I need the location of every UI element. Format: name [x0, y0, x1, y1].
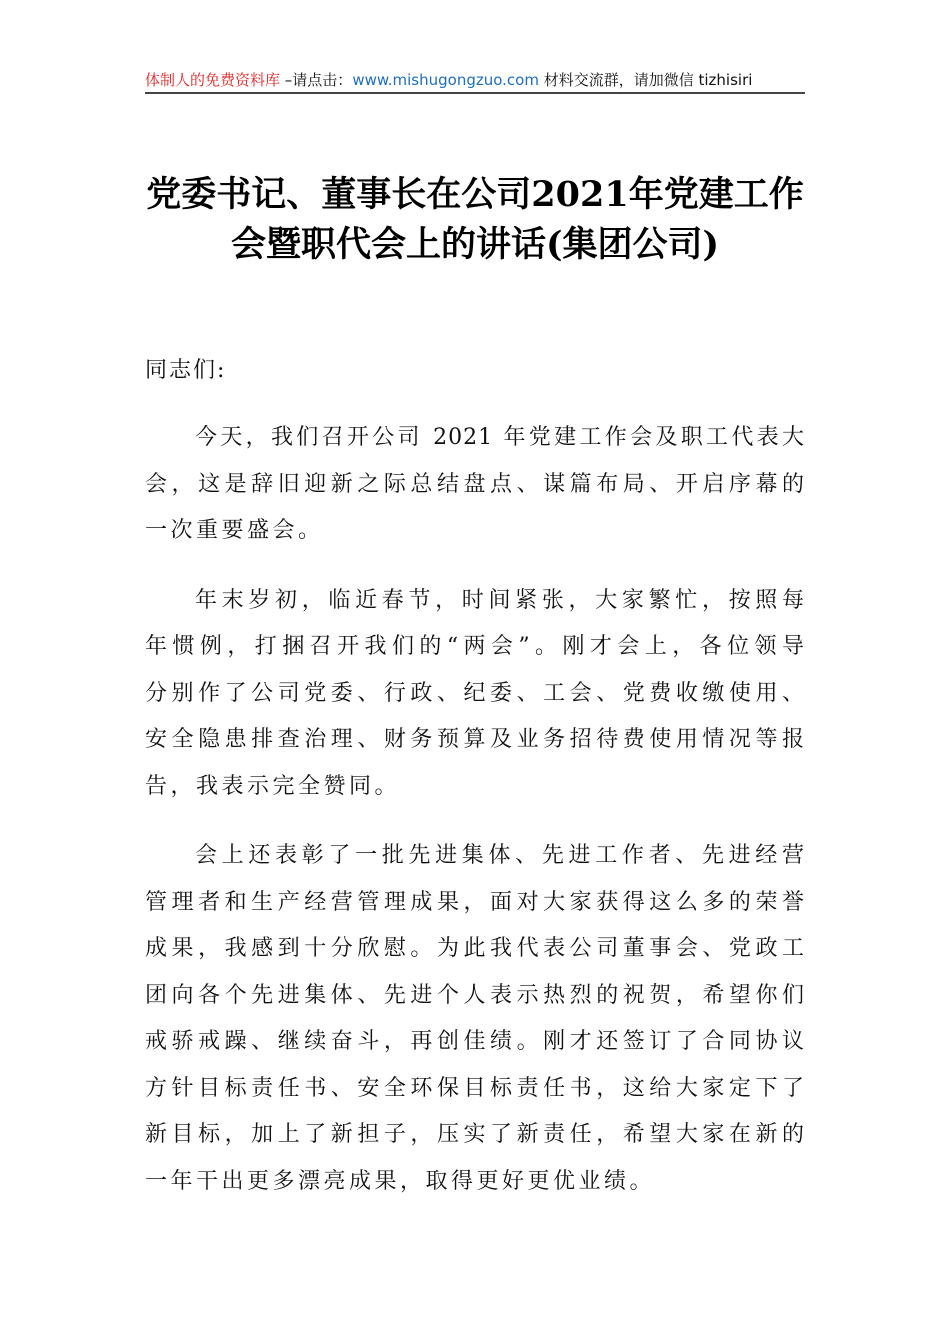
document-body	[145, 415, 805, 1228]
paragraph-line: 年惯例，打捆召开我们的“两会”。刚才会上，各位领导	[145, 634, 805, 659]
paragraph	[145, 578, 805, 811]
paragraph-line: 告，我表示完全赞同。	[145, 773, 401, 799]
paragraph	[145, 415, 805, 555]
paragraph-line: 一次重要盛会。	[145, 518, 324, 543]
paragraph-line: 成果，我感到十分欣慰。为此我代表公司董事会、党政工	[145, 936, 805, 961]
paragraph-line: 会上还表彰了一批先进集体、先进工作者、先进经营	[195, 843, 805, 868]
header-contact: 材料交流群，请加微信 tizhisiri	[543, 71, 753, 89]
paragraph	[145, 833, 805, 1205]
paragraph-line: 会，这是辞旧迎新之际总结盘点、谋篇布局、开启序幕的	[145, 471, 805, 497]
greeting: 同志们:	[145, 358, 227, 383]
header-url-link[interactable]: www.mishugongzuo.com	[352, 71, 539, 89]
header-brand: 体制人的免费资料库	[145, 71, 281, 89]
paragraph-line: 分别作了公司党委、行政、纪委、工会、党费收缴使用、	[145, 680, 805, 706]
page-header	[145, 68, 805, 94]
header-prompt: –请点击：	[284, 71, 353, 89]
paragraph-line: 年末岁初，临近春节，时间紧张，大家繁忙，按照每	[195, 587, 805, 613]
title-line-2: 会暨职代会上的讲话(集团公司)	[230, 224, 720, 265]
paragraph-line: 方针目标责任书、安全环保目标责任书，这给大家定下了	[145, 1075, 805, 1101]
title-line-1: 党委书记、董事长在公司2021年党建工作	[146, 174, 804, 215]
paragraph-line: 管理者和生产经营管理成果，面对大家获得这么多的荣誉	[145, 889, 805, 915]
paragraph-line: 团向各个先进集体、先进个人表示热烈的祝贺，希望你们	[145, 982, 805, 1008]
document-title	[100, 170, 850, 270]
paragraph-line: 一年干出更多漂亮成果，取得更好更优业绩。	[145, 1168, 656, 1194]
paragraph-line: 安全隐患排查治理、财务预算及业务招待费使用情况等报	[145, 727, 805, 752]
paragraph-line: 戒骄戒躁、继续奋斗，再创佳绩。刚才还签订了合同协议	[145, 1029, 805, 1054]
paragraph-line: 今天，我们召开公司 2021 年党建工作会及职工代表大	[195, 425, 805, 450]
paragraph-line: 新目标，加上了新担子，压实了新责任，希望大家在新的	[145, 1122, 805, 1147]
